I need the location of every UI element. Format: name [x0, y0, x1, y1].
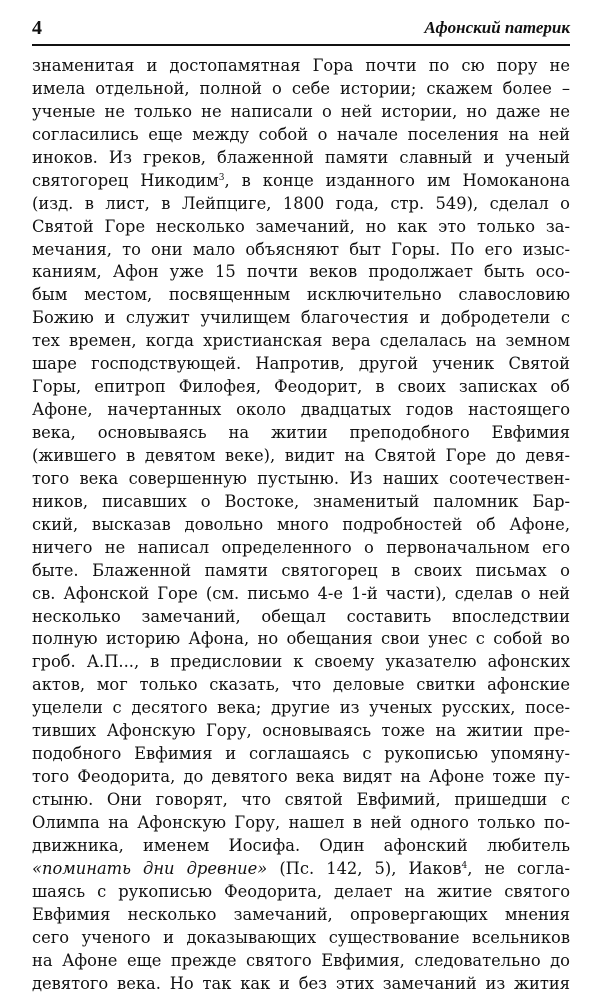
psalm-quote: «поминать дни древние» — [32, 859, 267, 878]
text-line: Святой Горе несколько замечаний, но как это только за- — [32, 216, 570, 239]
text-line: на Афоне еще прежде святого Евфимия, следовательно до — [32, 950, 570, 973]
text-line: тивших Афонскую Гору, основываясь тоже на житии пре- — [32, 720, 570, 743]
text-line: Горы, епитроп Филофея, Феодорит, в своих записках об — [32, 376, 570, 399]
header-rule — [32, 44, 570, 46]
text-line: движника, именем Иосифа. Один афонский любитель — [32, 835, 570, 858]
text-line: несколько замечаний, обещал составить впоследствии — [32, 606, 570, 629]
text-line — [32, 170, 570, 193]
text-line: шаясь с рукописью Феодорита, делает на житие святого — [32, 881, 570, 904]
text-line: стыню. Они говорят, что святой Евфимий, пришедши с — [32, 789, 570, 812]
body-text — [32, 55, 570, 995]
book-title: Афонский патерик — [424, 18, 570, 38]
text-line: ученые не только не написали о ней истории, но даже не — [32, 101, 570, 124]
text-line: того Феодорита, до девятого века видят на Афоне тоже пу- — [32, 766, 570, 789]
text-line: актов, мог только сказать, что деловые свитки афонские — [32, 674, 570, 697]
text-line: сего ученого и доказывающих существование всельников — [32, 927, 570, 950]
text-line — [32, 858, 570, 881]
text-line: знаменитая и достопамятная Гора почти по сю пору не — [32, 55, 570, 78]
text-segment: , в конце изданного им Номоканона — [225, 171, 571, 190]
text-line: согласились еще между собой о начале поселения на ней — [32, 124, 570, 147]
text-line: (изд. в лист, в Лейпциге, 1800 года, стр. 549), сделал о — [32, 193, 570, 216]
text-segment: (Пс. 142, 5), Иаков — [267, 859, 461, 878]
text-line: тех времен, когда христианская вера сделалась на земном — [32, 330, 570, 353]
text-line: века, основываясь на житии преподобного Евфимия — [32, 422, 570, 445]
text-segment: , не согла- — [467, 859, 570, 878]
text-line: подобного Евфимия и соглашаясь с рукописью упомяну- — [32, 743, 570, 766]
text-line: ничего не написал определенного о первоначальном его — [32, 537, 570, 560]
footnote-ref-3: 3 — [219, 173, 225, 183]
text-line: Божию и служит училищем благочестия и добродетели с — [32, 307, 570, 330]
text-line: девятого века. Но так как и без этих замечаний из жития — [32, 973, 570, 995]
text-line: шаре господствующей. Напротив, другой ученик Святой — [32, 353, 570, 376]
text-line: каниям, Афон уже 15 почти веков продолжает быть осо- — [32, 261, 570, 284]
text-line: того века совершенную пустыню. Из наших соотечествен- — [32, 468, 570, 491]
text-line: бым местом, посвященным исключительно славословию — [32, 284, 570, 307]
running-head — [32, 17, 570, 43]
text-line: Олимпа на Афонскую Гору, нашел в ней одного только по- — [32, 812, 570, 835]
text-line: уцелели с десятого века; другие из ученых русских, посе- — [32, 697, 570, 720]
text-line: ников, писавших о Востоке, знаменитый паломник Бар- — [32, 491, 570, 514]
text-line: иноков. Из греков, блаженной памяти славный и ученый — [32, 147, 570, 170]
text-line: быте. Блаженной памяти святогорец в своих письмах о — [32, 560, 570, 583]
text-line: гроб. А.П..., в предисловии к своему указателю афонских — [32, 651, 570, 674]
text-line: ский, высказав довольно много подробностей об Афоне, — [32, 514, 570, 537]
text-line: мечания, то они мало объясняют быт Горы. По его изыс- — [32, 239, 570, 262]
page-number: 4 — [32, 17, 42, 40]
text-line: имела отдельной, полной о себе истории; скажем более – — [32, 78, 570, 101]
text-line: св. Афонской Горе (см. письмо 4-е 1-й части), сделав о ней — [32, 583, 570, 606]
text-segment: святогорец Никодим — [32, 171, 219, 190]
text-line: Афоне, начертанных около двадцатых годов настоящего — [32, 399, 570, 422]
text-line: Евфимия несколько замечаний, опровергающих мнения — [32, 904, 570, 927]
text-line: (жившего в девятом веке), видит на Святой Горе до девя- — [32, 445, 570, 468]
text-line: полную историю Афона, но обещания свои унес с собой во — [32, 628, 570, 651]
footnote-ref-4: 4 — [462, 861, 468, 871]
